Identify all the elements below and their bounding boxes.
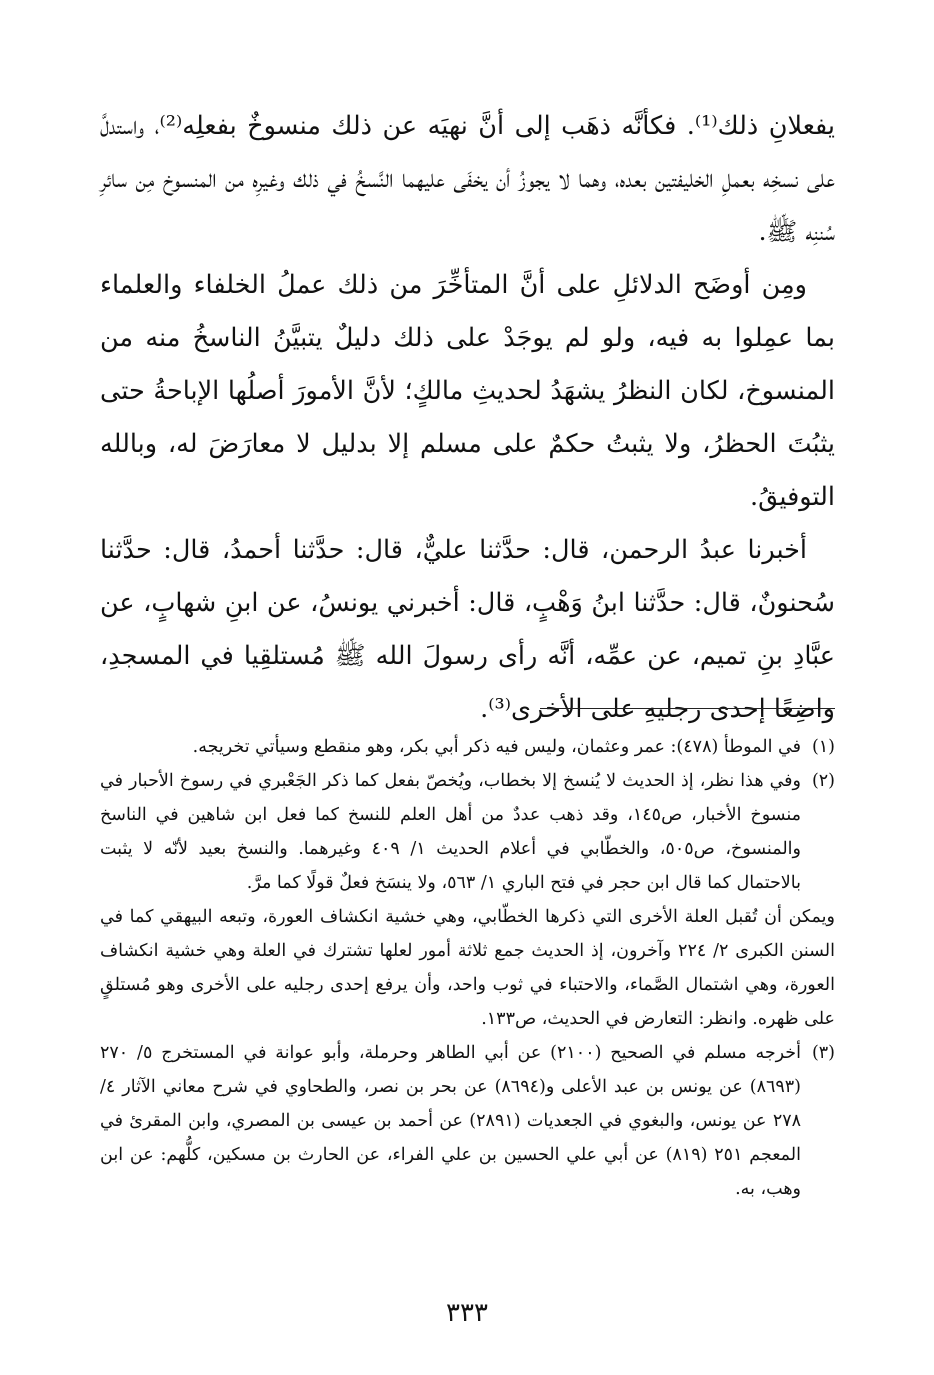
footnote: [100, 1036, 835, 1206]
footnote: [100, 764, 835, 1036]
footnote-separator: [540, 708, 835, 709]
page-number: ٣٣٣: [446, 1298, 488, 1328]
footnote-paragraph: أخرجه مسلم في الصحيح (٢١٠٠) عن أبي الطاهر وحرملة، وأبو عوانة في المستخرج ٥/ ٢٧٠ (٨٦٩٣) عن يونس بن عبد الأعلى و(٨٦٩٤) عن بحر بن نصر، والطحاوي في شرح معاني الآثار ٤/ ٢٧٨ عن يونس، والبغوي في الجعديات (٢٨٩١) عن أحمد بن عيسى بن المصري، وابن المقرئ في المعجم ٢٥١ (٨١٩) عن أبي علي الحسين بن علي الفراء، عن الحارث بن مسكين، كلُّهم: عن ابن وهب، به.: [100, 1043, 802, 1199]
footnote-body: [100, 730, 801, 764]
footnote-number: (١): [811, 737, 835, 757]
footnote: [100, 730, 835, 764]
footnote-paragraph: ويمكن أن تُقبل العلة الأخرى التي ذكرها الخطّابي، وهي خشية انكشاف العورة، وتبعه البيهقي كما في السنن الكبرى ٢/ ٢٢٤ وآخرون، إذ الحديث جمع ثلاثة أمور لعلها تشترك في العلة وهي خشية انكشاف العورة، وهي اشتمال الصَّماء، والاحتباء في ثوب واحد، وأن يرفع إحدى رجليه على الأخرى وهو مُستلقٍ على ظهره. وانظر: التعارض في الحديث، ص١٣٣.: [100, 907, 835, 1029]
main-text: [100, 100, 835, 736]
footnote-body: [100, 1036, 801, 1206]
body-paragraph: ومِن أوضَح الدلائلِ على أنَّ المتأخِّرَ من ذلك عملُ الخلفاء والعلماء بما عمِلوا به فيه، ولو لم يوجَدْ على ذلك دليلٌ يتبيَّنُ الناسخُ منه من المنسوخ، لكان النظرُ يشهَدُ لحديثِ مالكٍ؛ لأنَّ الأمورَ أصلُها الإباحةُ حتى يثبُتَ الحظرُ، ولا يثبتُ حكمٌ على مسلم إلا بدليل لا معارَضَ له، وبالله التوفيقُ.: [100, 270, 835, 512]
footnotes: [100, 730, 835, 1206]
body-paragraph: أخبرنا عبدُ الرحمن، قال: حدَّثنا عليٌّ، قال: حدَّثنا أحمدُ، قال: حدَّثنا سُحنونٌ، قال: حدَّثنا ابنُ وَهْبٍ، قال: أخبرني يونسُ، عن ابنِ شهابٍ، عن عبَّادِ بنِ تميم، عن عمِّه، أنَّه رأى رسولَ الله ﷺ مُستلقِيا في المسجدِ، واضِعًا إحدى رجليهِ على الأخرى⁽³⁾.: [100, 535, 835, 724]
footnote-paragraph: في الموطأ (٤٧٨): عمر وعثمان، وليس فيه ذكر أبي بكر، وهو منقطع وسيأتي تخريجه.: [192, 737, 801, 757]
footnote-body: [100, 764, 835, 1036]
footnote-number: (٣): [811, 1043, 835, 1063]
footnote-number: (٢): [811, 771, 835, 791]
body-paragraph: يفعلانِ ذلك⁽¹⁾. فكأنَّه ذهَب إلى أنَّ نهيَه عن ذلك منسوخٌ بفعلِه⁽²⁾، واستدلَّ على نسخِه بعملِ الخليفتين بعده، وهما لا يجوزُ أن يخفَى عليهما النَّسخُ في ذلك وغيرِه من المنسوخ مِن سائرِ سُننِه ﷺ.: [100, 111, 835, 247]
footnote-paragraph: وفي هذا نظر، إذ الحديث لا يُنسخ إلا بخطاب، ويُخصّ بفعل كما ذكر الجَعْبري في رسوخ الأحبار في منسوخ الأخبار، ص١٤٥، وقد ذهب عددٌ من أهل العلم للنسخ كما فعل ابن شاهين في الناسخ والمنسوخ، ص٥٠٥، والخطّابي في أعلام الحديث ١/ ٤٠٩ وغيرهما. والنسخ بعيد لأنّه لا يثبت بالاحتمال كما قال ابن حجر في فتح الباري ١/ ٥٦٣، ولا ينسَخ فعلٌ قولًا كما مرَّ.: [100, 771, 801, 893]
